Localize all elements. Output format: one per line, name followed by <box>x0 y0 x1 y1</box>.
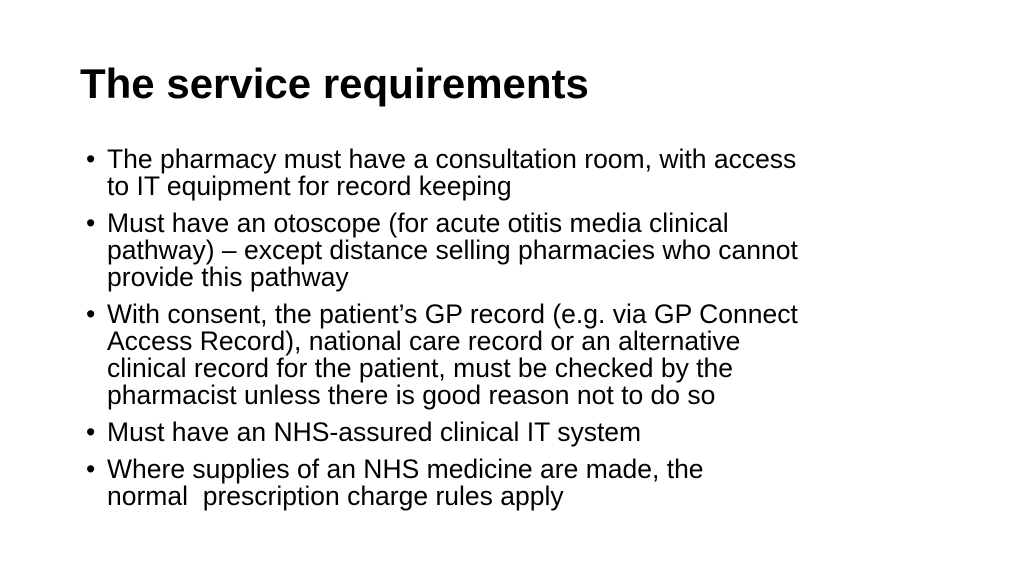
list-item <box>84 146 964 200</box>
bullet-text: Must have an NHS-assured clinical IT system <box>107 417 642 447</box>
bullet-text: Where supplies of an NHS medicine are made, the normal prescription charge rules apply <box>107 454 704 511</box>
bullet-text: With consent, the patient’s GP record (e.g. via GP Connect Access Record), national care record or an alternative clinical record for the patient, must be checked by the pharmacist unless there is good reason not to do so <box>107 299 798 410</box>
bullet-text: Must have an otoscope (for acute otitis media clinical pathway) – except distance selling pharmacies who cannot provide this pathway <box>107 208 798 292</box>
list-item <box>84 301 964 409</box>
bullet-marker: • <box>86 454 96 484</box>
bullet-marker: • <box>86 417 96 447</box>
bullet-text: The pharmacy must have a consultation room, with access to IT equipment for record keeping <box>107 144 797 201</box>
bullet-marker: • <box>86 208 96 238</box>
bullet-marker: • <box>86 299 96 329</box>
list-item <box>84 456 964 510</box>
slide-title: The service requirements <box>80 60 589 107</box>
bullet-marker: • <box>86 144 96 174</box>
bullet-list <box>84 146 964 520</box>
list-item <box>84 210 964 291</box>
list-item <box>84 419 964 446</box>
